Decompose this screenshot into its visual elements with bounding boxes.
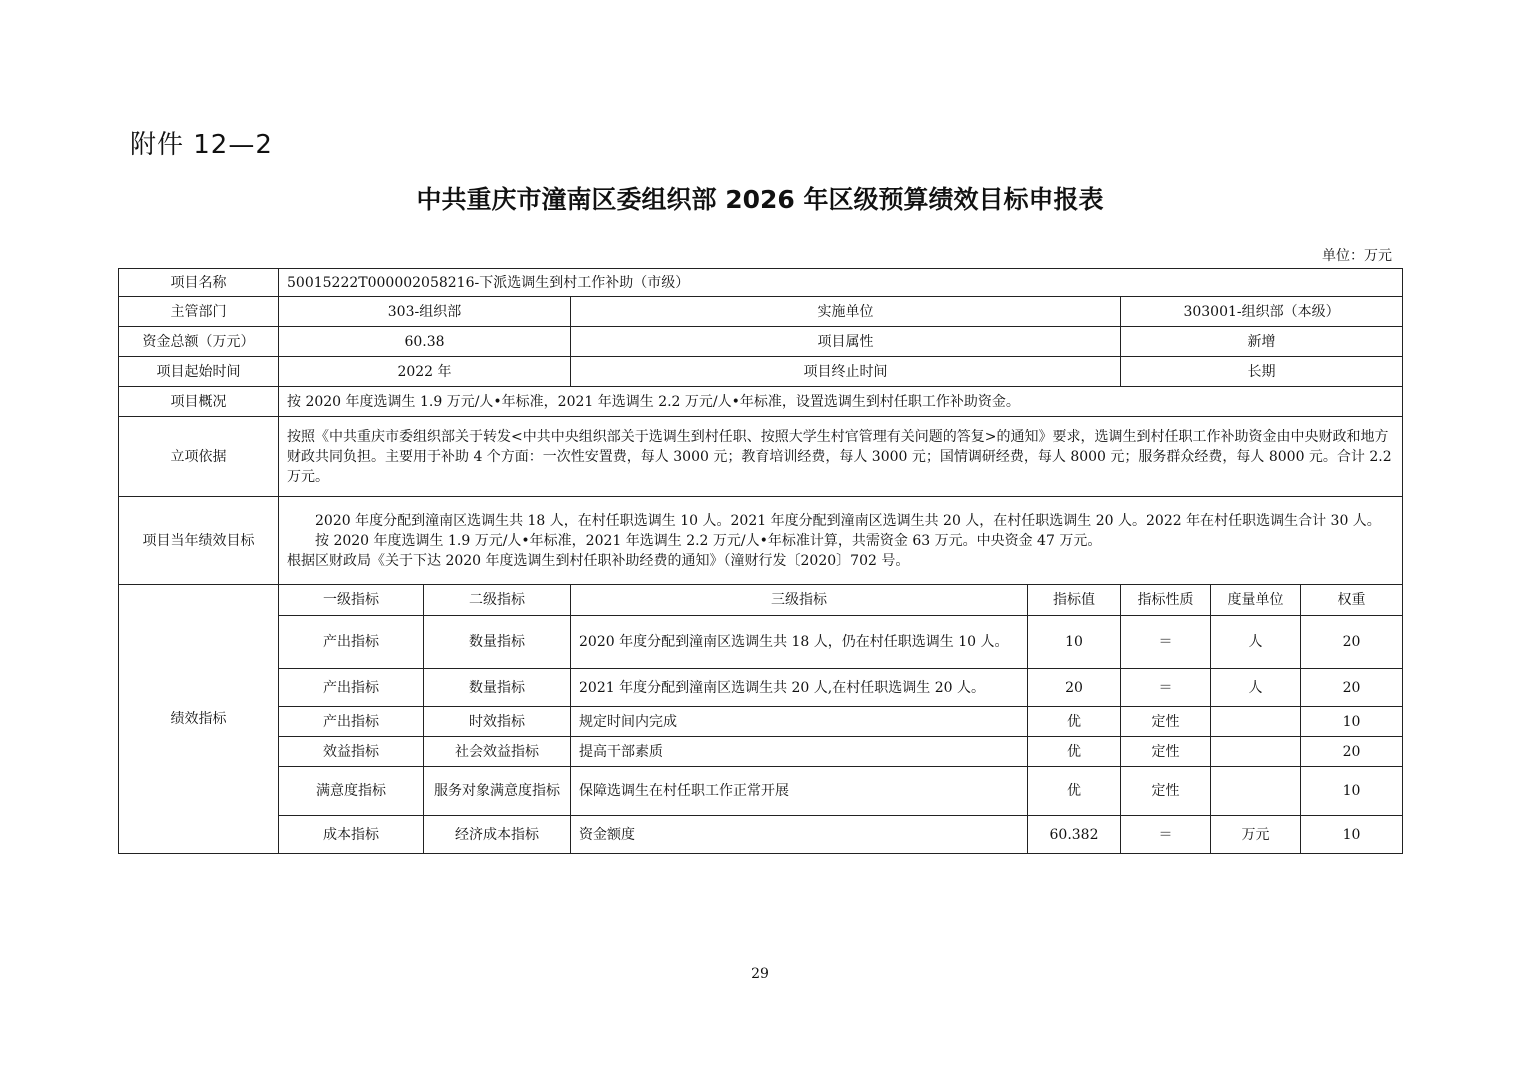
table-row	[119, 616, 1403, 669]
perf-l2: 数量指标	[424, 616, 571, 669]
project-name-value: 50015222T000002058216-下派选调生到村工作补助（市级）	[279, 269, 1403, 297]
impl-value: 303001-组织部（本级）	[1121, 297, 1403, 327]
table-row	[119, 767, 1403, 816]
perf-l1: 效益指标	[279, 737, 424, 767]
perf-value: 优	[1028, 707, 1121, 737]
perf-l2: 经济成本指标	[424, 816, 571, 854]
goal-value	[279, 497, 1403, 585]
overview-label: 项目概况	[119, 387, 279, 417]
perf-l2: 社会效益指标	[424, 737, 571, 767]
page-title: 中共重庆市潼南区委组织部 2026 年区级预算绩效目标申报表	[416, 185, 1104, 214]
perf-header-cell: 一级指标	[279, 585, 424, 616]
perf-l3: 2021 年度分配到潼南区选调生共 20 人,在村任职选调生 20 人。	[571, 669, 1028, 707]
perf-unit	[1211, 767, 1301, 816]
perf-unit: 万元	[1211, 816, 1301, 854]
perf-value: 20	[1028, 669, 1121, 707]
end-label: 项目终止时间	[571, 357, 1121, 387]
start-label: 项目起始时间	[119, 357, 279, 387]
basis-value: 按照《中共重庆市委组织部关于转发<中共中央组织部关于选调生到村任职、按照大学生村官管理有关问题的答复>的通知》要求，选调生到村任职工作补助资金由中央财政和地方财政共同负担。主要用于补助 4 个方面：一次性安置费，每人 3000 元；教育培训经费，每人 3000 元；国情调研经费，每人 8000 元；服务群众经费，每人 8000 元。合计 2.2 万元。	[279, 417, 1403, 497]
perf-nature: ＝	[1121, 669, 1211, 707]
perf-l3: 规定时间内完成	[571, 707, 1028, 737]
project-name-label: 项目名称	[119, 269, 279, 297]
impl-label: 实施单位	[571, 297, 1121, 327]
attachment-label: 附件 12—2	[130, 130, 273, 160]
goal-paragraph: 根据区财政局《关于下达 2020 年度选调生到村任职补助经费的通知》（潼财行发〔2020〕702 号。	[287, 552, 910, 569]
perf-l2: 时效指标	[424, 707, 571, 737]
perf-weight: 10	[1301, 707, 1403, 737]
perf-unit: 人	[1211, 616, 1301, 669]
perf-header-cell: 权重	[1301, 585, 1403, 616]
perf-nature: 定性	[1121, 767, 1211, 816]
perf-header-cell: 指标性质	[1121, 585, 1211, 616]
perf-header-cell: 三级指标	[571, 585, 1028, 616]
perf-value: 优	[1028, 737, 1121, 767]
table-row	[119, 669, 1403, 707]
perf-weight: 10	[1301, 767, 1403, 816]
start-value: 2022 年	[279, 357, 571, 387]
page-number: 29	[751, 966, 769, 982]
perf-weight: 20	[1301, 616, 1403, 669]
perf-l1: 成本指标	[279, 816, 424, 854]
attr-label: 项目属性	[571, 327, 1121, 357]
perf-nature: 定性	[1121, 737, 1211, 767]
perf-unit	[1211, 737, 1301, 767]
perf-l1: 满意度指标	[279, 767, 424, 816]
dept-label: 主管部门	[119, 297, 279, 327]
perf-value: 10	[1028, 616, 1121, 669]
perf-l2: 数量指标	[424, 669, 571, 707]
dept-value: 303-组织部	[279, 297, 571, 327]
perf-header-cell: 度量单位	[1211, 585, 1301, 616]
perf-l3: 2020 年度分配到潼南区选调生共 18 人，仍在村任职选调生 10 人。	[571, 616, 1028, 669]
perf-nature: ＝	[1121, 816, 1211, 854]
table-row	[119, 816, 1403, 854]
perf-weight: 10	[1301, 816, 1403, 854]
fund-label: 资金总额（万元）	[119, 327, 279, 357]
perf-label: 绩效指标	[119, 585, 279, 854]
table-row	[119, 737, 1403, 767]
perf-l3: 保障选调生在村任职工作正常开展	[571, 767, 1028, 816]
end-value: 长期	[1121, 357, 1403, 387]
fund-value: 60.38	[279, 327, 571, 357]
goal-paragraph: 2020 年度分配到潼南区选调生共 18 人，在村任职选调生 10 人。2021 年度分配到潼南区选调生共 20 人，在村任职选调生 20 人。2022 年在村任职选调生合计 30 人。	[315, 512, 1381, 529]
perf-unit	[1211, 707, 1301, 737]
perf-unit: 人	[1211, 669, 1301, 707]
table-row	[119, 707, 1403, 737]
unit-label: 单位：万元	[1322, 248, 1392, 264]
perf-nature: 定性	[1121, 707, 1211, 737]
perf-weight: 20	[1301, 737, 1403, 767]
perf-l3: 提高干部素质	[571, 737, 1028, 767]
perf-header-cell: 指标值	[1028, 585, 1121, 616]
basis-label: 立项依据	[119, 417, 279, 497]
perf-l1: 产出指标	[279, 616, 424, 669]
goal-paragraph: 按 2020 年度选调生 1.9 万元/人•年标准，2021 年选调生 2.2 万元/人•年标准计算，共需资金 63 万元。中央资金 47 万元。	[315, 532, 1102, 549]
overview-value: 按 2020 年度选调生 1.9 万元/人•年标准，2021 年选调生 2.2 万元/人•年标准，设置选调生到村任职工作补助资金。	[279, 387, 1403, 417]
perf-nature: ＝	[1121, 616, 1211, 669]
attr-value: 新增	[1121, 327, 1403, 357]
perf-l2: 服务对象满意度指标	[424, 767, 571, 816]
goal-label: 项目当年绩效目标	[119, 497, 279, 585]
budget-table	[118, 268, 1403, 854]
perf-weight: 20	[1301, 669, 1403, 707]
perf-value: 优	[1028, 767, 1121, 816]
perf-value: 60.382	[1028, 816, 1121, 854]
perf-l1: 产出指标	[279, 669, 424, 707]
perf-l3: 资金额度	[571, 816, 1028, 854]
perf-l1: 产出指标	[279, 707, 424, 737]
perf-header-cell: 二级指标	[424, 585, 571, 616]
